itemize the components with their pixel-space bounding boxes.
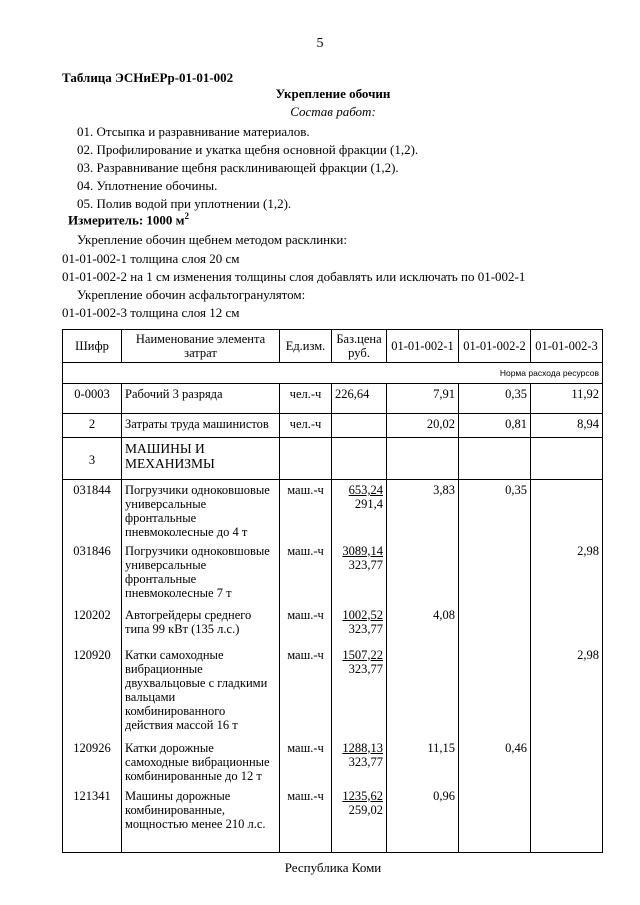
row-price: 1288,13 323,77 (332, 741, 387, 789)
table-row (63, 414, 603, 438)
row-value-2: 0,35 (459, 384, 531, 414)
operation-item: 02. Профилирование и укатка щебня основной фракции (1,2). (77, 142, 419, 157)
row-price: 1002,52 323,77 (332, 608, 387, 648)
row-code: 031846 (63, 544, 122, 608)
subsection-heading: Укрепление обочин щебнем методом расклинки: (77, 232, 347, 247)
row-code: 120926 (63, 741, 122, 789)
row-code: 121341 (63, 789, 122, 853)
operation-item: 03. Разравнивание щебня расклинивающей фракции (1,2). (77, 160, 399, 175)
row-value-2 (459, 608, 531, 648)
norma-label: Норма расхода ресурсов (63, 363, 603, 384)
row-value-2: 0,35 (459, 480, 531, 544)
row-name: Катки дорожные самоходные вибрационные комбинированные до 12 т (122, 741, 280, 789)
row-value-1: 7,91 (387, 384, 459, 414)
row-value-3 (531, 438, 603, 480)
row-value-2: 0,46 (459, 741, 531, 789)
row-unit (280, 438, 332, 480)
table-row (63, 384, 603, 414)
row-code: 3 (63, 438, 122, 480)
row-value-3: 2,98 (531, 544, 603, 608)
subsection-heading: Укрепление обочин асфальтогранулятом: (77, 287, 306, 302)
row-value-3 (531, 789, 603, 853)
row-value-2 (459, 438, 531, 480)
row-name: Затраты труда машинистов (122, 414, 280, 438)
row-code: 031844 (63, 480, 122, 544)
header-col-2: 01-01-002-2 (459, 330, 531, 363)
row-name: Погрузчики одноковшовые универсальные фронтальные пневмоколесные 7 т (122, 544, 280, 608)
header-code: Шифр (63, 330, 122, 363)
row-value-2 (459, 648, 531, 741)
header-name: Наименование элемента затрат (122, 330, 280, 363)
row-value-1: 0,96 (387, 789, 459, 853)
page-number: 5 (316, 36, 324, 51)
norma-row (63, 363, 603, 384)
table-row (63, 648, 603, 741)
row-name: МАШИНЫ И МЕХАНИЗМЫ (122, 438, 280, 480)
row-name: Погрузчики одноковшовые универсальные фронтальные пневмоколесные до 4 т (122, 480, 280, 544)
row-price: 653,24 291,4 (332, 480, 387, 544)
operation-item: 04. Уплотнение обочины. (77, 178, 218, 193)
row-code: 120920 (63, 648, 122, 741)
resource-norms-table (62, 329, 603, 853)
operation-item: 01. Отсыпка и разравнивание материалов. (77, 124, 310, 139)
table-header-row (63, 330, 603, 363)
table-row (63, 789, 603, 853)
section-title: Укрепление обочин (275, 86, 391, 101)
row-price (332, 414, 387, 438)
row-value-1: 11,15 (387, 741, 459, 789)
row-unit: маш.-ч (280, 608, 332, 648)
operation-item: 05. Полив водой при уплотнении (1,2). (77, 196, 292, 211)
row-unit: маш.-ч (280, 544, 332, 608)
table-row (63, 608, 603, 648)
row-name: Рабочий 3 разряда (122, 384, 280, 414)
row-name: Катки самоходные вибрационные двухвальцовые с гладкими вальцами комбинированного действия массой 16 т (122, 648, 280, 741)
row-price: 1507,22 323,77 (332, 648, 387, 741)
row-name: Автогрейдеры среднего типа 99 кВт (135 л.с.) (122, 608, 280, 648)
row-unit: чел.-ч (280, 414, 332, 438)
header-unit: Ед.изм. (280, 330, 332, 363)
table-row (63, 741, 603, 789)
table-row (63, 438, 603, 480)
header-col-1: 01-01-002-1 (387, 330, 459, 363)
table-row (63, 544, 603, 608)
table-row (63, 480, 603, 544)
row-value-1: 20,02 (387, 414, 459, 438)
row-value-2: 0,81 (459, 414, 531, 438)
header-col-3: 01-01-002-3 (531, 330, 603, 363)
row-price: 1235,62 259,02 (332, 789, 387, 853)
item-line: 01-01-002-3 толщина слоя 12 см (62, 305, 240, 320)
measure-unit: Измеритель: 1000 $м^2$ (68, 211, 190, 228)
row-price (332, 438, 387, 480)
row-value-1: 4,08 (387, 608, 459, 648)
item-line: 01-01-002-1 толщина слоя 20 см (62, 251, 240, 266)
row-unit: чел.-ч (280, 384, 332, 414)
row-name: Машины дорожные комбинированные, мощностью менее 210 л.с. (122, 789, 280, 853)
row-value-3: 11,92 (531, 384, 603, 414)
composition-title: Состав работ: (290, 104, 376, 119)
row-value-2 (459, 789, 531, 853)
row-value-3: 2,98 (531, 648, 603, 741)
footer-region: Республика Коми (284, 860, 382, 875)
row-unit: маш.-ч (280, 648, 332, 741)
table-title: Таблица ЭСНиЕРр-01-01-002 (62, 70, 234, 85)
row-unit: маш.-ч (280, 789, 332, 853)
row-value-1 (387, 648, 459, 741)
row-value-3 (531, 608, 603, 648)
header-price: Баз.цена руб. (332, 330, 387, 363)
row-value-2 (459, 544, 531, 608)
row-code: 2 (63, 414, 122, 438)
item-line: 01-01-002-2 на 1 см изменения толщины слоя добавлять или исключать по 01-002-1 (62, 269, 526, 284)
row-value-1: 3,83 (387, 480, 459, 544)
row-unit: маш.-ч (280, 741, 332, 789)
row-value-3 (531, 480, 603, 544)
row-price: 226,64 (332, 384, 387, 414)
row-value-1 (387, 544, 459, 608)
row-price: 3089,14 323,77 (332, 544, 387, 608)
row-unit: маш.-ч (280, 480, 332, 544)
row-value-1 (387, 438, 459, 480)
row-code: 120202 (63, 608, 122, 648)
row-code: 0-0003 (63, 384, 122, 414)
row-value-3: 8,94 (531, 414, 603, 438)
row-value-3 (531, 741, 603, 789)
